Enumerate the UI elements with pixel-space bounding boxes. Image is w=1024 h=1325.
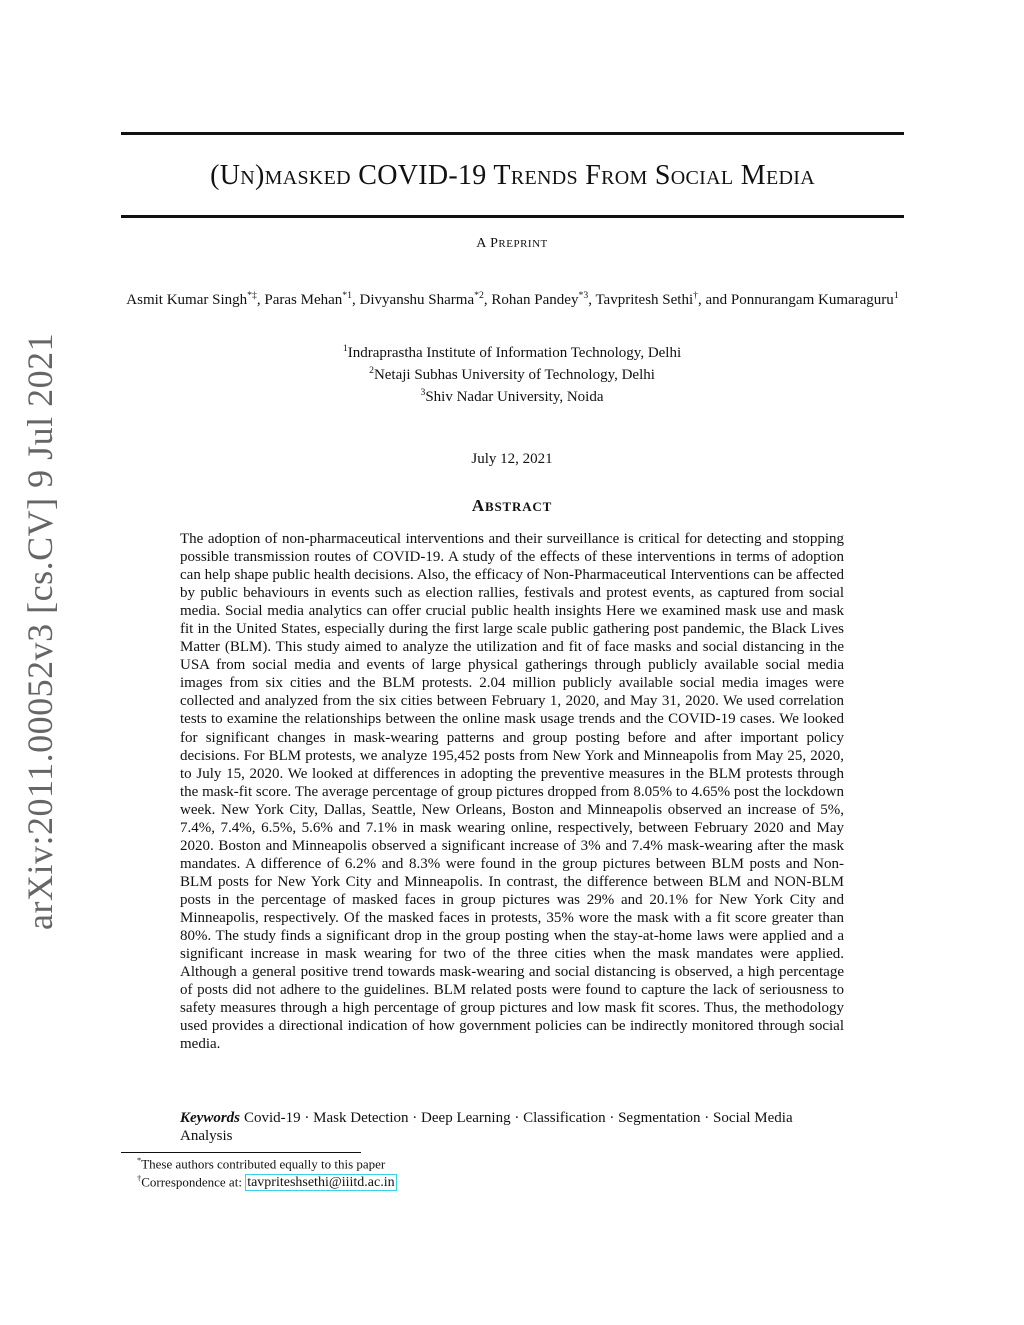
keywords — [180, 1109, 844, 1145]
arxiv-stamp: arXiv:2011.00052v3 [cs.CV] 9 Jul 2021 — [20, 332, 60, 930]
author: Ponnurangam Kumaraguru — [730, 292, 894, 308]
title-rule-bottom — [121, 215, 904, 218]
affiliation: $^3$Shiv Nadar University, Noida — [420, 387, 604, 405]
email-link[interactable]: tavpriteshsethi@iiitd.ac.in — [247, 1175, 395, 1191]
title-rule-top — [121, 132, 904, 135]
footnote-equal-contribution: *These authors contributed equally to this paper — [137, 1155, 386, 1172]
affiliation: $^1$Indraprastha Institute of Information Technology, Delhi — [342, 343, 682, 361]
abstract-heading: ABSTRACT — [471, 496, 553, 515]
author: Tavpritesh Sethi — [595, 292, 694, 308]
author: Paras Mehan — [264, 292, 343, 308]
author: Asmit Kumar Singh — [126, 292, 248, 308]
affiliation: $^2$Netaji Subhas University of Technology, Delhi — [369, 365, 655, 383]
author-list: Asmit Kumar Singh*‡, Paras Mehan$^{*1}$, Divyanshu Sharma$^{*2}$, Rohan Pandey$^{*3}$, Tavpritesh Sethi†, and Ponnurangam Kumaraguru$^1$ — [126, 290, 899, 308]
footnote-rule — [121, 1152, 361, 1153]
abstract-text: The adoption of non-pharmaceutical interventions and their surveillance is critical for detecting and stopping possible transmission routes of COVID-19. A study of the effects of these interventions in terms of adoption can help shape public health decisions. Also, the efficacy of Non-Pharmaceutical Interventions can be affected by public behaviours in events such as election rallies, festivals and protest events, as captured from social media. Social media analytics can offer crucial public health insights Here we examined mask use and mask fit in the United States, especially during the first large scale public gathering post pandemic, the Black Lives Matter (BLM). This study aimed to analyze the utilization and fit of face masks and social distancing in the USA from social media and events of large physical gatherings through publicly available social media images from six cities and the BLM protests. 2.04 million publicly available social media images were collected and analyzed from the six cities between February 1, 2020, and May 31, 2020. We used correlation tests to examine the relationships between the online mask usage trends and the COVID-19 cases. We looked for significant changes in mask-wearing patterns and group posting before and after important policy decisions. For BLM protests, we analyze 195,452 posts from New York and Minneapolis from May 25, 2020, to July 15, 2020. We looked at differences in adopting the preventive measures in the BLM protests through the mask-fit score. The average percentage of group pictures dropped from 8.05% to 4.65% post the lockdown week. New York City, Dallas, Seattle, New Orleans, Boston and Minneapolis observed an increase of 5%, 7.4%, 7.4%, 6.5%, 5.6% and 7.1% in mask wearing online, respectively, between February 2020 and May 2020. Boston and Minneapolis observed a significant increase of 3% and 7.4% mask-wearing after the mask mandates. A difference of 6.2% and 8.3% were found in the group pictures between BLM posts and Non-BLM posts for New York City and Minneapolis. In contrast, the difference between BLM and NON-BLM posts in the percentage of masked faces in group pictures was 29% and 20.1% for New York City and Minneapolis, respectively. Of the masked faces in protests, 35% wore the mask with a fit score greater than 80%. The study finds a significant drop in the group posting when the stay-at-home laws were applied and a significant increase in mask wearing for two of the three cities when the mask mandates were applied. Although a general positive trend towards mask-wearing and social distancing is observed, a high percentage of posts did not adhere to the guidelines. BLM related posts were found to capture the lack of seriousness to safety measures through a high percentage of group pictures and low mask fit scores. Thus, the methodology used provides a directional indication of how government policies can be indirectly monitored through social media. — [180, 531, 844, 1053]
keywords-label: Keywords — [180, 1110, 240, 1126]
author: Divyanshu Sharma — [359, 292, 475, 308]
paper-date: July 12, 2021 — [471, 451, 553, 467]
footnote-correspondence: †Correspondence at: tavpriteshsethi@iiitd.ac.in — [137, 1173, 395, 1191]
affiliations — [0, 340, 1024, 406]
keywords-list: Covid-19 · Mask Detection · Deep Learning · Classification · Segmentation · Social Media Analysis — [180, 1110, 793, 1144]
preprint-label: A PREPRINT — [476, 236, 548, 251]
author: Rohan Pandey — [491, 292, 579, 308]
paper-title: (UN)MASKED COVID-19 TRENDS FROM SOCIAL MEDIA — [210, 160, 815, 191]
